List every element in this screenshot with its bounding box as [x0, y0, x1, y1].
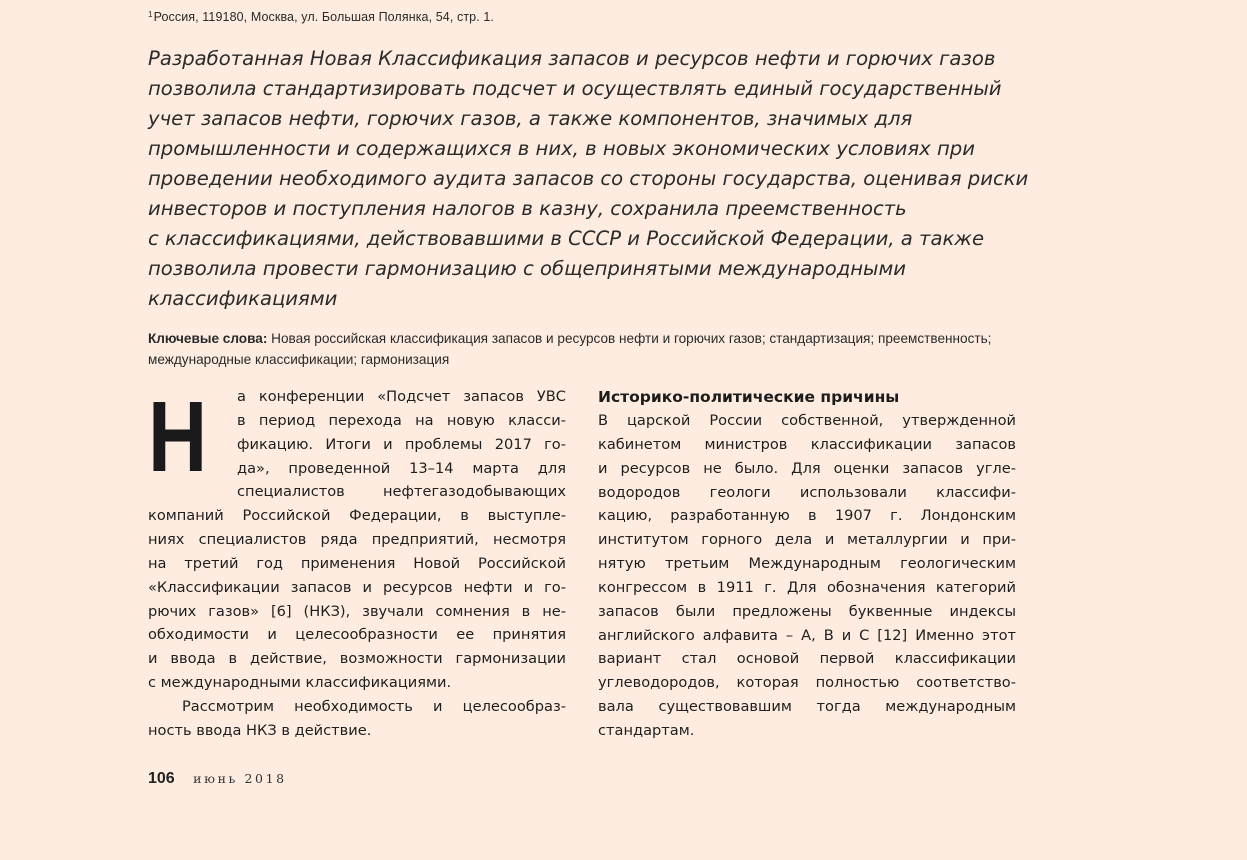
body-line: стандартам.	[598, 721, 695, 739]
page-number: 106	[148, 770, 175, 787]
body-line: обходимости и целесообразности ее принятия	[148, 626, 566, 644]
body-line: «Классификации запасов и ресурсов нефти и го-	[148, 578, 566, 596]
left-column	[148, 381, 566, 743]
body-line: вариант стал основой первой классификации	[598, 650, 1016, 668]
body-line: рючих газов» [6] (НКЗ), звучали сомнения в не-	[148, 602, 566, 620]
second-paragraph	[148, 695, 566, 743]
body-line: английского алфавита – А, В и С [12] Именно этот	[598, 626, 1016, 644]
body-line: с международными классификациями.	[148, 674, 452, 692]
drop-cap	[148, 381, 208, 493]
body-line: В царской России собственной, утвержденной	[598, 412, 1016, 429]
body-line: и ввода в действие, возможности гармонизации	[148, 650, 566, 668]
abstract-line: позволила провести гармонизацию с общепринятыми международными	[148, 257, 907, 280]
body-line: и ресурсов не было. Для оценки запасов угле-	[598, 459, 1016, 477]
affiliation-line	[148, 10, 494, 24]
body-line: а конференции «Подсчет запасов УВС	[237, 388, 566, 405]
body-line: институтом горного дела и металлургии и при-	[598, 531, 1016, 549]
keywords-list-part-2: международные классификации; гармонизация	[148, 352, 450, 367]
abstract-line: инвесторов и поступления налогов в казну, сохранила преемственность	[148, 197, 907, 220]
body-line: ниях специалистов ряда предприятий, несмотря	[148, 531, 566, 549]
issue-date: июнь 2018	[193, 771, 287, 786]
intro-full-lines	[148, 504, 566, 695]
body-line: вала существовавшим тогда международным	[598, 698, 1016, 716]
body-line: ность ввода НКЗ в действие.	[148, 721, 372, 739]
section-heading: Историко-политические причины	[598, 388, 900, 406]
keywords-line-1	[148, 328, 1108, 349]
abstract-line: Разработанная Новая Классификация запасов и ресурсов нефти и горючих газов	[148, 47, 996, 70]
body-line: углеводородов, которая полностью соответство-	[598, 674, 1016, 692]
drop-cap-letter: Н	[148, 381, 208, 493]
intro-indented-lines	[148, 381, 566, 504]
keywords-list-part-1: Новая российская классификация запасов и ресурсов нефти и горючих газов; стандартизация; преемственность;	[267, 331, 992, 346]
affiliation-marker: 1	[148, 10, 153, 19]
body-line: водородов геологи использовали классифи-	[598, 483, 1016, 501]
keywords-block	[148, 328, 1108, 370]
right-column	[598, 385, 1016, 743]
abstract-line: классификациями	[148, 287, 338, 310]
body-line: Рассмотрим необходимость и целесообраз-	[182, 697, 566, 715]
abstract-line: позволила стандартизировать подсчет и осуществлять единый государственный	[148, 77, 1002, 100]
body-line: запасов были предложены буквенные индексы	[598, 602, 1016, 620]
body-line: в период перехода на новую класси-	[237, 411, 566, 429]
abstract-line: промышленности и содержащихся в них, в новых экономических условиях при	[148, 137, 975, 160]
body-line: да», проведенной 13–14 марта для	[237, 459, 566, 477]
body-line: кацию, разработанную в 1907 г. Лондонским	[598, 507, 1016, 525]
abstract-line: проведении необходимого аудита запасов со стороны государства, оценивая риски	[148, 167, 1029, 190]
body-line: компаний Российской Федерации, в выступле-	[148, 507, 566, 525]
body-line: кабинетом министров классификации запасов	[598, 435, 1016, 453]
affiliation-text: Россия, 119180, Москва, ул. Большая Полянка, 54, стр. 1.	[153, 10, 494, 24]
body-line: конгрессом в 1911 г. Для обозначения категорий	[598, 578, 1016, 596]
abstract	[148, 44, 1148, 314]
abstract-line: с классификациями, действовавшими в СССР и Российской Федерации, а также	[148, 227, 984, 250]
abstract-line: учет запасов нефти, горючих газов, а также компонентов, значимых для	[148, 107, 913, 130]
body-line: фикацию. Итоги и проблемы 2017 го-	[237, 435, 566, 453]
keywords-label: Ключевые слова:	[148, 331, 268, 346]
body-line: нятую третьим Международным геологическим	[598, 555, 1016, 573]
body-line: специалистов нефтегазодобывающих	[237, 483, 566, 501]
body-line: на третий год применения Новой Российской	[148, 554, 566, 572]
page-footer	[148, 770, 287, 788]
